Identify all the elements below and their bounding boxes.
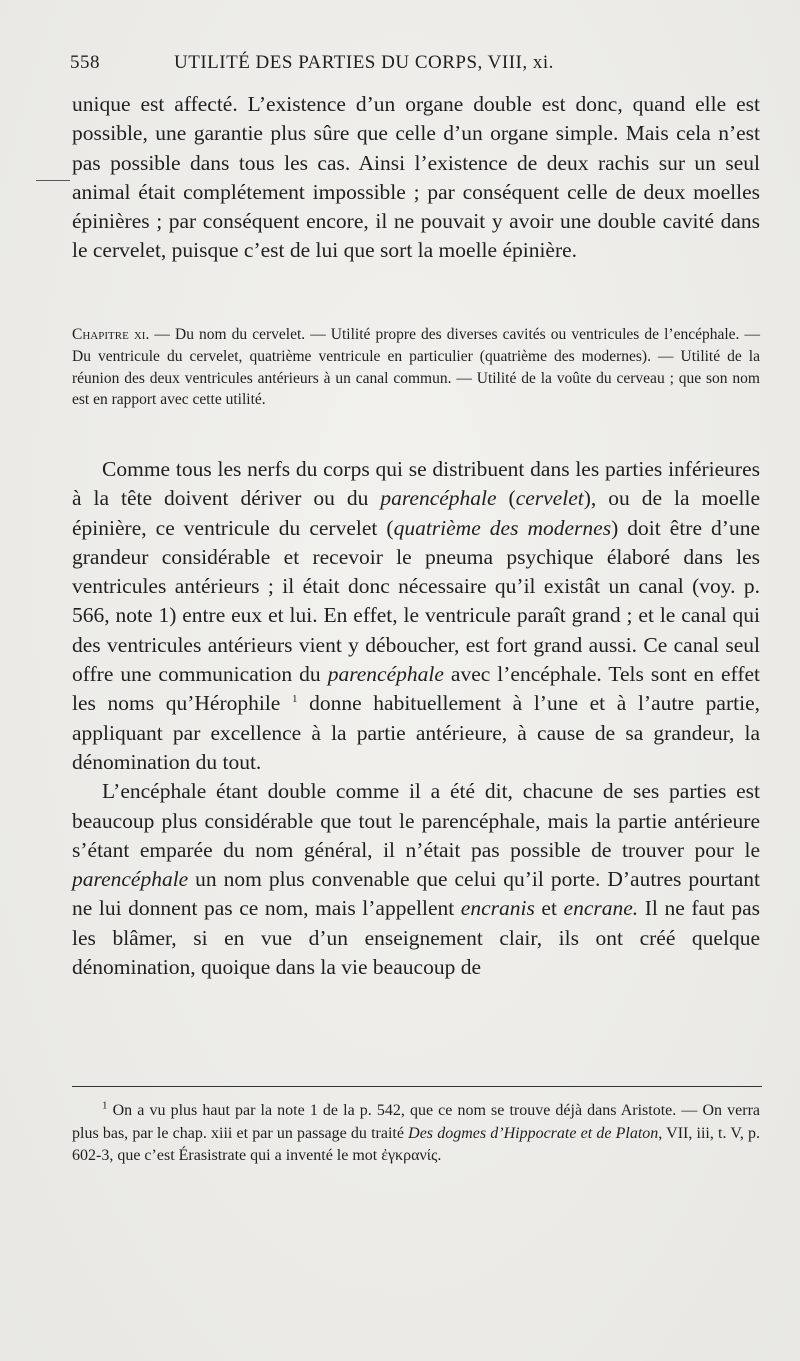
paragraph-2 bbox=[72, 777, 760, 982]
chapter-label: Chapitre xi. bbox=[72, 326, 150, 343]
chapter-summary bbox=[72, 324, 760, 411]
footnote-marker: 1 bbox=[102, 1099, 108, 1112]
italic-term: parencéphale bbox=[72, 867, 189, 892]
text-run: On a vu plus haut par la note 1 de la p. 542, que ce nom se trouve déjà dans Aristote. — On verra plus bas, par le chap. xiii et par un passage du traité bbox=[72, 1102, 760, 1142]
chapter-summary-text: — Du nom du cervelet. — Utilité propre des diverses cavités ou ventricules de l’encéphale. — Du ventricule du cervelet, quatrième ventricule en particulier (quatrième des modernes). — Utilité de la réunion des deux ventricules antérieurs à un canal commun. — Utilité de la voûte du cerveau ; que son nom est en rapport avec cette utilité. bbox=[72, 326, 760, 409]
italic-term: quatrième des modernes bbox=[393, 515, 612, 540]
italic-title: Des dogmes d’Hippocrate et de Platon, bbox=[408, 1124, 663, 1142]
page-number: 558 bbox=[70, 52, 100, 73]
main-text bbox=[72, 455, 760, 982]
footnote-ref[interactable]: 1 bbox=[291, 693, 298, 706]
text-run: et bbox=[534, 896, 564, 921]
italic-term: parencéphale bbox=[380, 486, 497, 511]
footnotes bbox=[72, 1100, 760, 1168]
running-title: UTILITÉ DES PARTIES DU CORPS, VIII, xi. bbox=[174, 52, 554, 73]
paragraph-1 bbox=[72, 455, 760, 777]
italic-term: parencéphale bbox=[327, 662, 444, 687]
text-run: ) doit être d’une grandeur considérable et recevoir le pneuma psychique élaboré dans les ventricules antérieurs ; il était donc nécessaire qu’il existât un canal (voy. p. 566, note 1) entre eux et lui. En effet, le ventricule paraît grand ; et le canal qui des ventricules antérieurs vient y déboucher, est fort grand aussi. Ce canal seul offre une communication du bbox=[72, 515, 761, 687]
italic-term: encrane. bbox=[563, 896, 639, 921]
top-paragraph bbox=[72, 90, 760, 266]
text-run: VII, iii, t. V, p. 602-3, que c’est Érasistrate qui a inventé le mot ἐγκρανίς. bbox=[72, 1124, 761, 1164]
top-paragraph-text: unique est affecté. L’existence d’un organe double est donc, quand elle est possible, une garantie plus sûre que celle d’un organe simple. Mais cela n’est pas possible dans tous les cas. Ainsi l’existence de deux rachis sur un seul animal était complétement impossible ; par conséquent celle de deux moelles épinières ; par conséquent encore, il ne pouvait y avoir une double cavité dans le cervelet, puisque c’est de lui que sort la moelle épinière. bbox=[72, 92, 760, 263]
text-run: L’encéphale étant double comme il a été dit, chacune de ses parties est beaucoup plus considérable que tout le parencéphale, mais la partie antérieure s’étant emparée du nom général, il n’était pas possible de trouver pour le bbox=[72, 779, 760, 862]
margin-mark bbox=[36, 180, 70, 181]
text-run: ), ou de la moelle épinière, ce ventricule du cervelet ( bbox=[72, 486, 760, 540]
text-run: ( bbox=[496, 486, 516, 511]
text-run: Comme tous les nerfs du corps qui se distribuent dans les parties inférieures à la tête doivent dériver ou du bbox=[72, 457, 760, 511]
footnote-1 bbox=[72, 1100, 760, 1168]
text-run: un nom plus convenable que celui qu’il porte. D’autres pourtant ne lui donnent pas ce nom, mais l’appellent bbox=[72, 867, 760, 921]
text-run: avec l’encéphale. Tels sont en effet les noms qu’Hérophile bbox=[72, 662, 760, 716]
italic-term: encranis bbox=[460, 896, 535, 921]
italic-term: cervelet bbox=[515, 486, 584, 511]
footnote-divider bbox=[72, 1086, 762, 1087]
text-run: donne habituellement à l’une et à l’autre partie, appliquant par excellence à la partie antérieure, à cause de sa grandeur, la dénomination du tout. bbox=[72, 691, 760, 774]
text-run: Il ne faut pas les blâmer, si en vue d’un enseignement clair, ils ont créé quelque dénomination, quoique dans la vie beaucoup de bbox=[72, 896, 760, 980]
